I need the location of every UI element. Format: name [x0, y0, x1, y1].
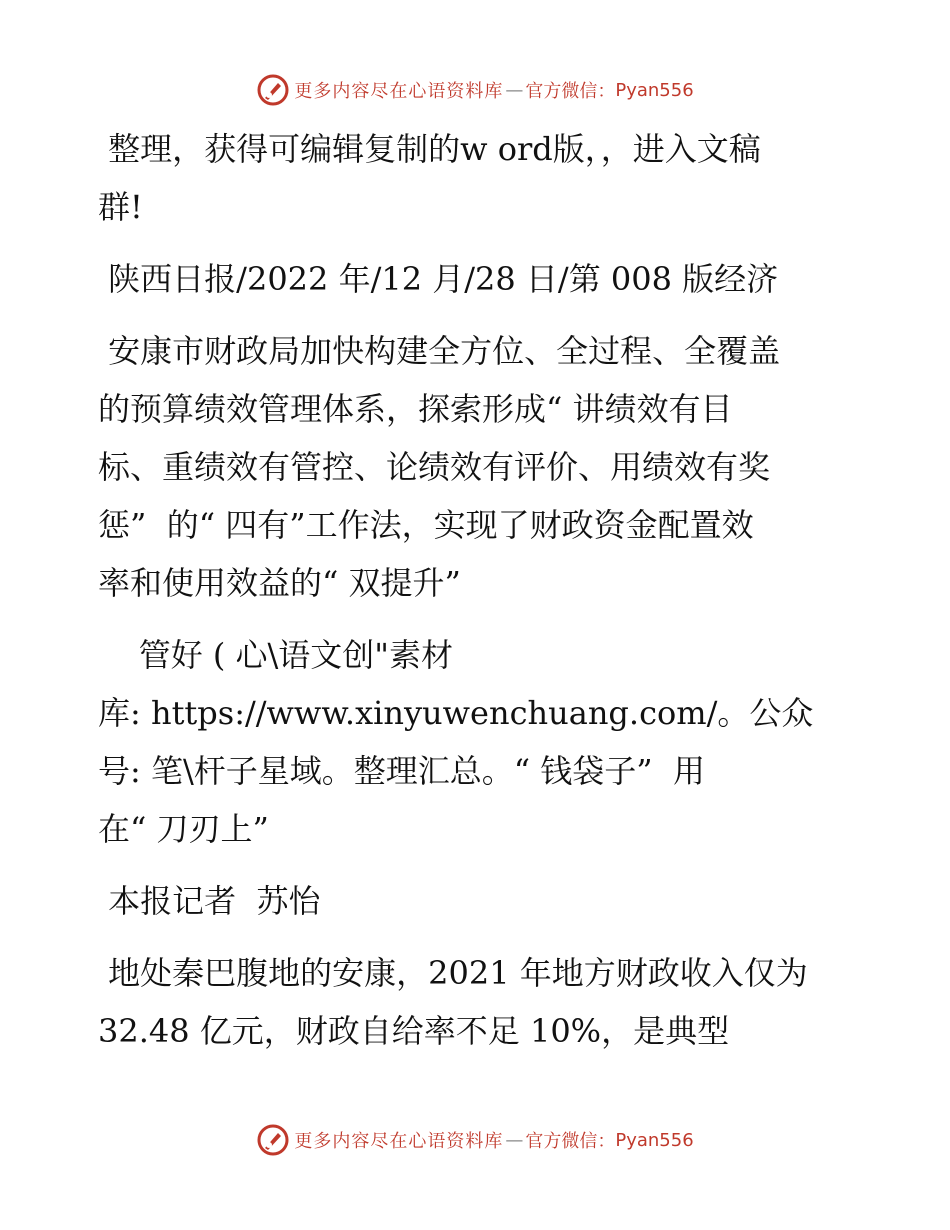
byline: 本报记者 苏怡 — [98, 882, 321, 920]
header-watermark — [0, 70, 950, 110]
text-line: 库: https://www.xinyuwenchuang.com/。公众 — [98, 694, 814, 732]
watermark-wechat-id: Pyan556 — [615, 79, 694, 101]
footer-watermark — [0, 1120, 950, 1160]
text-line: 率和使用效益的“ 双提升” — [98, 564, 461, 602]
text-line: 地处秦巴腹地的安康，2021 年地方财政收入仅为 — [98, 954, 808, 992]
watermark-wechat-id: Pyan556 — [615, 1129, 694, 1151]
watermark-text: 更多内容尽在心语资料库 — [294, 81, 504, 102]
text-line: 标、重绩效有管控、论绩效有评价、用绩效有奖 — [98, 448, 771, 486]
text-line: 群! — [98, 188, 143, 226]
source-line: 陕西日报/2022 年/12 月/28 日/第 008 版经济 — [98, 260, 779, 298]
document-body — [98, 120, 858, 1060]
watermark-separator: — — [505, 1129, 524, 1151]
text-line: 32.48 亿元，财政自给率不足 10%，是典型 — [98, 1012, 730, 1050]
watermark-wechat-label: 官方微信： — [525, 1131, 616, 1152]
text-line: 的预算绩效管理体系，探索形成“ 讲绩效有目 — [98, 390, 733, 428]
pen-logo-icon — [256, 1123, 290, 1157]
pen-logo-icon — [256, 73, 290, 107]
text-line: 号: 笔\杆子星域。整理汇总。“ 钱袋子” 用 — [98, 752, 705, 790]
watermark-wechat-label: 官方微信： — [525, 81, 616, 102]
text-line: 在“ 刀刃上” — [98, 810, 269, 848]
text-line: 整理，获得可编辑复制的w ord版，，进入文稿 — [98, 130, 761, 168]
text-line: 安康市财政局加快构建全方位、全过程、全覆盖 — [98, 332, 781, 370]
watermark-separator: — — [505, 79, 524, 101]
watermark-text: 更多内容尽在心语资料库 — [294, 1131, 504, 1152]
text-line: 管好 ( 心\语文创"素材 — [98, 636, 454, 674]
text-line: 惩” 的“ 四有”工作法，实现了财政资金配置效 — [98, 506, 754, 544]
